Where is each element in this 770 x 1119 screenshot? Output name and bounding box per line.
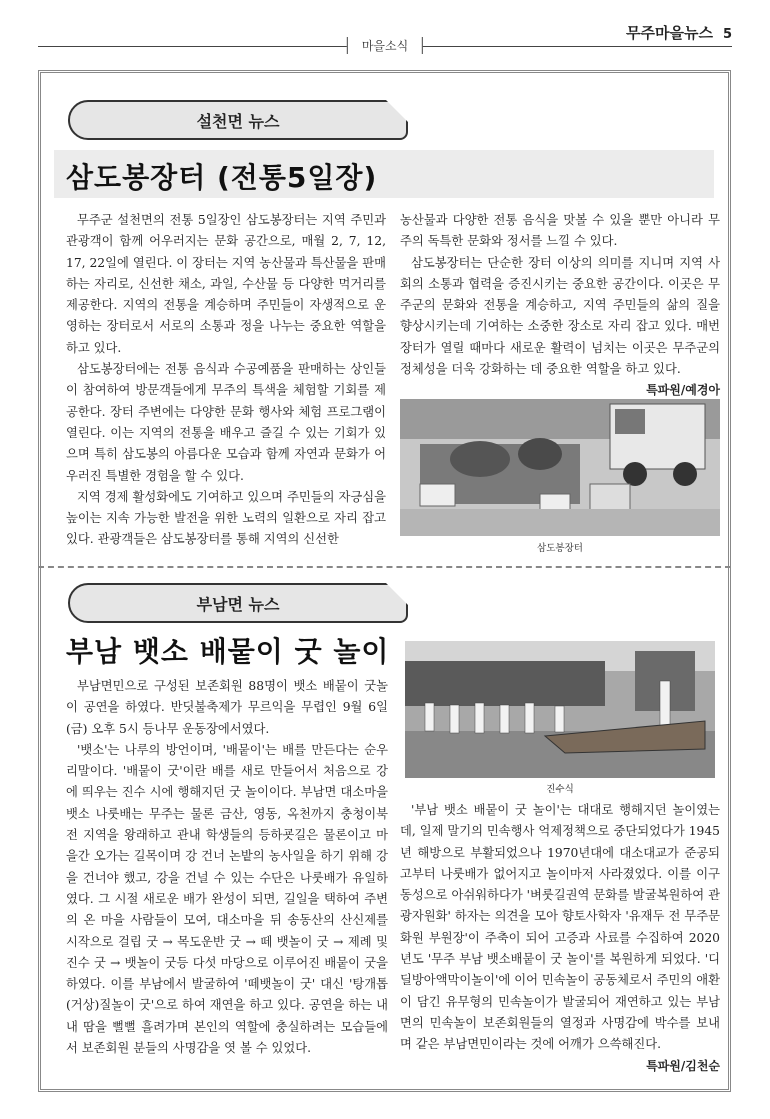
launch-ceremony-photo-image xyxy=(405,641,715,778)
market-photo-image xyxy=(400,399,720,536)
paragraph: 부남면민으로 구성된 보존회원 88명이 뱃소 배뭍이 굿놀이 공연을 하였다. 반딧불축제가 무르익을 무렵인 9월 6일(금) 오후 5시 등나무 운동장에서였다. xyxy=(66,679,388,736)
market-photo xyxy=(400,399,720,536)
paragraph: '뱃소'는 나루의 방언이며, '배뭍이'는 배를 만든다는 순우리말이다. '배뭍이 굿'이란 배를 새로 만들어서 처음으로 강에 띄우는 진수 시에 행해지던 굿 놀이이다. 부남면 대소마을 뱃소 나룻배는 무주는 물론 금산, 영동, 옥천까지 충청이북 전 지역을 왕래하고 관내 학생들의 등하굣길은 물론이고 마을간 오가는 길목이며 강 건너 논밭의 농사일을 하기 위해 강을 건너야 했고, 강을 건널 수 있는 수단은 나룻배가 유일하였다. 그 시절 새로운 배가 완성이 되면, 길일을 택하여 주변의 온 마을 사람들이 모여, 대소마을 뒤 송동산의 산신제를 시작으로 걸립 굿 → 목도운반 굿 → 떼 뱃놀이 굿 → 제례 및 진수 굿 → 뱃놀이 굿등 다섯 마당으로 이루어진 배뭍이 굿을 하였다. 이를 부남에서 발굴하여 '떼뱃놀이 굿' 대신 '탕개톱(거상)질놀이 굿'으로 하여 재연을 하고 있다. 공연을 하는 내내 땀을 뻘뻘 흘려가며 본인의 역할에 충실하려는 모습들에서 보존회원 분들의 사명감을 엿 볼 수 있었다. xyxy=(66,742,388,1056)
section-label: 마을소식 xyxy=(347,37,423,54)
byline: 특파원/예경아 xyxy=(646,383,720,398)
paragraph: 무주군 설천면의 전통 5일장인 삼도봉장터는 지역 주민과 관광객이 함께 어우러지는 문화 공간으로, 매월 2, 7, 12, 17, 22일에 열린다. 이 장터는 지역 농산물과 특산물을 판매하는 자리로, 신선한 채소, 과일, 수산물 등 다양한 먹거리를 제공한다. 지역의 전통을 계승하며 주민들이 자생적으로 운영하는 장터로서 서로의 소통과 정을 나누는 중요한 역할을 하고 있다. xyxy=(66,213,386,355)
masthead-title: 무주마을뉴스 xyxy=(626,24,713,42)
section-tab-bunam xyxy=(68,583,408,623)
launch-ceremony-photo xyxy=(405,641,715,778)
article2-right-column xyxy=(400,800,720,1077)
article2-left-column xyxy=(66,676,388,1059)
article1-left-column xyxy=(66,210,386,551)
masthead xyxy=(626,22,732,43)
article-divider xyxy=(38,566,731,568)
paragraph: 농산물과 다양한 전통 음식을 맛볼 수 있을 뿐만 아니라 무주의 독특한 문화와 정서를 느낄 수 있다. xyxy=(400,213,720,249)
byline: 특파원/김천순 xyxy=(646,1058,720,1073)
page-number: 5 xyxy=(722,27,732,42)
article-headline: 부남 뱃소 배뭍이 굿 놀이 xyxy=(66,635,390,668)
paragraph: 지역 경제 활성화에도 기여하고 있으며 주민들의 자긍심을 높이는 지속 가능한 발전을 위한 노력의 일환으로 자리 잡고 있다. 관광객들은 삼도봉장터를 통해 지역의 신선한 xyxy=(66,489,386,547)
article1-right-column xyxy=(400,210,720,402)
tab-label: 부남면 뉴스 xyxy=(196,594,280,614)
article-headline: 삼도봉장터 (전통5일장) xyxy=(66,161,378,194)
photo-caption: 삼도봉장터 xyxy=(537,543,583,554)
paragraph: 삼도봉장터에는 전통 음식과 수공예품을 판매하는 상인들이 참여하여 방문객들에게 무주의 특색을 체험할 기회를 제공한다. 장터 주변에는 다양한 문화 행사와 체험 프로그램이 열린다. 이는 지역의 전통을 배우고 즐길 수 있는 기회가 있으며 특히 삼도봉의 아름다운 모습과 함께 자연과 문화가 어우러진 특별한 경험을 할 수 있다. xyxy=(66,362,386,483)
photo-caption: 진수식 xyxy=(546,784,574,795)
tab-label: 설천면 뉴스 xyxy=(196,111,280,131)
section-tab-seolcheon xyxy=(68,100,408,140)
paragraph: 삼도봉장터는 단순한 장터 이상의 의미를 지니며 지역 사회의 소통과 협력을 증진시키는 중요한 공간이다. 이곳은 무주군의 문화와 전통을 계승하고, 지역 주민들의 삶의 질을 향상시키는데 기여하는 소중한 장소로 자리 잡고 있다. 매번 장터가 열릴 때마다 새로운 활력이 넘치는 이곳은 무주군의 정체성을 더욱 강화하는 데 중요한 역할을 하고 있다. xyxy=(400,255,720,377)
paragraph: '부남 뱃소 배뭍이 굿 놀이'는 대대로 행해지던 놀이였는데, 일제 말기의 민속행사 억제정책으로 중단되었다가 1945년 해방으로 부활되었으나 1970년대에 대소대교가 준공되고부터 나룻배가 없어지고 놀이마저 사라졌었다. 이를 이구동성으로 아쉬워하다가 '벼룻길권역 문화를 발굴복원하여 관광자원화' 하자는 의견을 모아 향토사학자 '유재두 전 무주문화원 부원장'이 주축이 되어 고증과 사료를 수집하여 2020년도 '무주 부남 뱃소배뭍이 굿 놀이'를 복원하게 되었다. '디딜방아액막이놀이'에 이어 민속놀이 공동체로서 주민의 애환이 담긴 유무형의 민속놀이가 발굴되어 재연하고 있는 부남면의 민속놀이 보존회원들의 열정과 사명감에 박수를 보내며 같은 부남면민이라는 것에 어깨가 으쓱해진다. xyxy=(400,803,720,1052)
